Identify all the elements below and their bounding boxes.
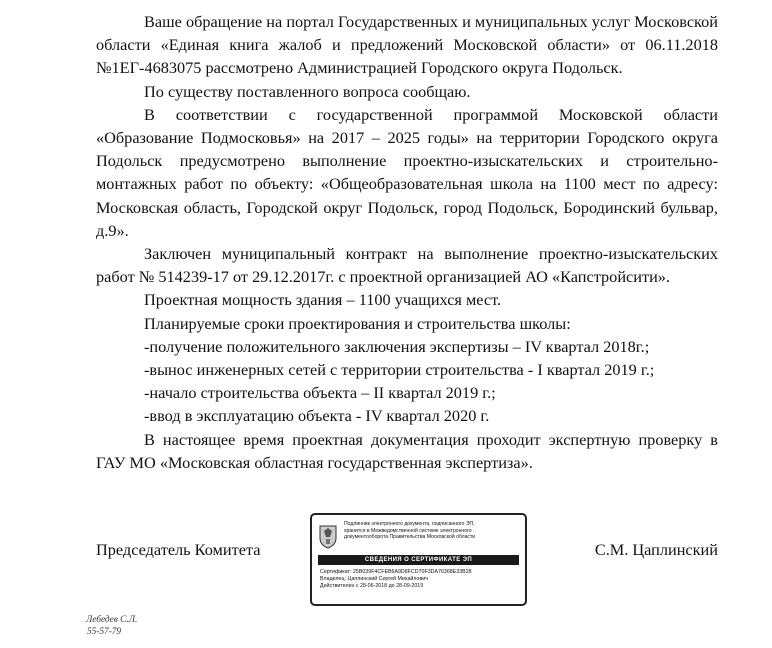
coat-of-arms-icon xyxy=(318,523,338,549)
paragraph-capacity: Проектная мощность здания – 1100 учащихся мест. xyxy=(144,290,502,310)
stamp-header-line: Подлинник электронного документа, подписанного ЭП, xyxy=(344,521,475,527)
signer-name: С.М. Цаплинский xyxy=(594,540,718,559)
letter-body xyxy=(96,10,718,474)
digital-signature-stamp xyxy=(310,513,527,606)
schedule-item: -вынос инженерных сетей с территории строительства - I квартал 2019 г.; xyxy=(144,360,655,380)
executor-name: Лебедев С.Л. xyxy=(86,615,138,625)
stamp-bar-title: СВЕДЕНИЯ О СЕРТИФИКАТЕ ЭП xyxy=(318,555,519,565)
executor-info xyxy=(86,614,137,638)
certificate-validity: Действителен с 28-06-2018 до 28-09-2019 xyxy=(320,582,424,589)
schedule-item: -получение положительного заключения экспертизы – IV квартал 2018г.; xyxy=(144,336,650,356)
stamp-header-line: хранится в Межведомственной системе электронного xyxy=(344,527,472,534)
signer-position: Председатель Комитета xyxy=(96,540,261,559)
paragraph-current-status: В настоящее время проектная документация проходит экспертную проверку в ГАУ МО «Московская областная государственная экспертиза». xyxy=(96,429,718,472)
certificate-number: Сертификат: 25B039F4CFEB6A9D8FCD70F3DA76368E33B28 xyxy=(320,569,472,575)
paragraph-contract: Заключен муниципальный контракт на выполнение проектно-изыскательских работ № 514239-17 от 29.12.2017г. с проектной организацией АО «Капстройсити». xyxy=(96,244,718,287)
certificate-owner: Владелец: Цаплинский Сергей Михайлович xyxy=(320,575,429,582)
stamp-header xyxy=(344,521,524,541)
paragraph-appeal: Ваше обращение на портал Государственных и муниципальных услуг Московской области «Единая книга жалоб и предложений Московской области» от 06.11.2018 №1ЕГ-4683075 рассмотрено Администрацией Городского округа Подольск. xyxy=(96,12,718,78)
stamp-header-line: документооборота Правительства Московской области xyxy=(344,534,476,541)
paragraph-program: В соответствии с государственной программой Московской области «Образование Подмосковья» на 2017 – 2025 годы» на территории Городского округа Подольск предусмотрено выполнение проектно-изыскательских и строительно-монтажных работ по объекту: «Общеобразовательная школа на 1100 мест по адресу: Московская область, Городской округ Подольск, город Подольск, Бородинский бульвар, д.9». xyxy=(96,104,718,240)
stamp-certificate-info xyxy=(320,569,525,590)
paragraph-essence: По существу поставленного вопроса сообщаю. xyxy=(144,81,471,101)
paragraph-schedule-intro: Планируемые сроки проектирования и строительства школы: xyxy=(144,313,571,333)
executor-phone: 55-57-79 xyxy=(87,627,122,637)
schedule-item: -начало строительства объекта – II квартал 2019 г.; xyxy=(144,383,496,403)
schedule-item: -ввод в эксплуатацию объекта - IV квартал 2020 г. xyxy=(144,406,490,426)
